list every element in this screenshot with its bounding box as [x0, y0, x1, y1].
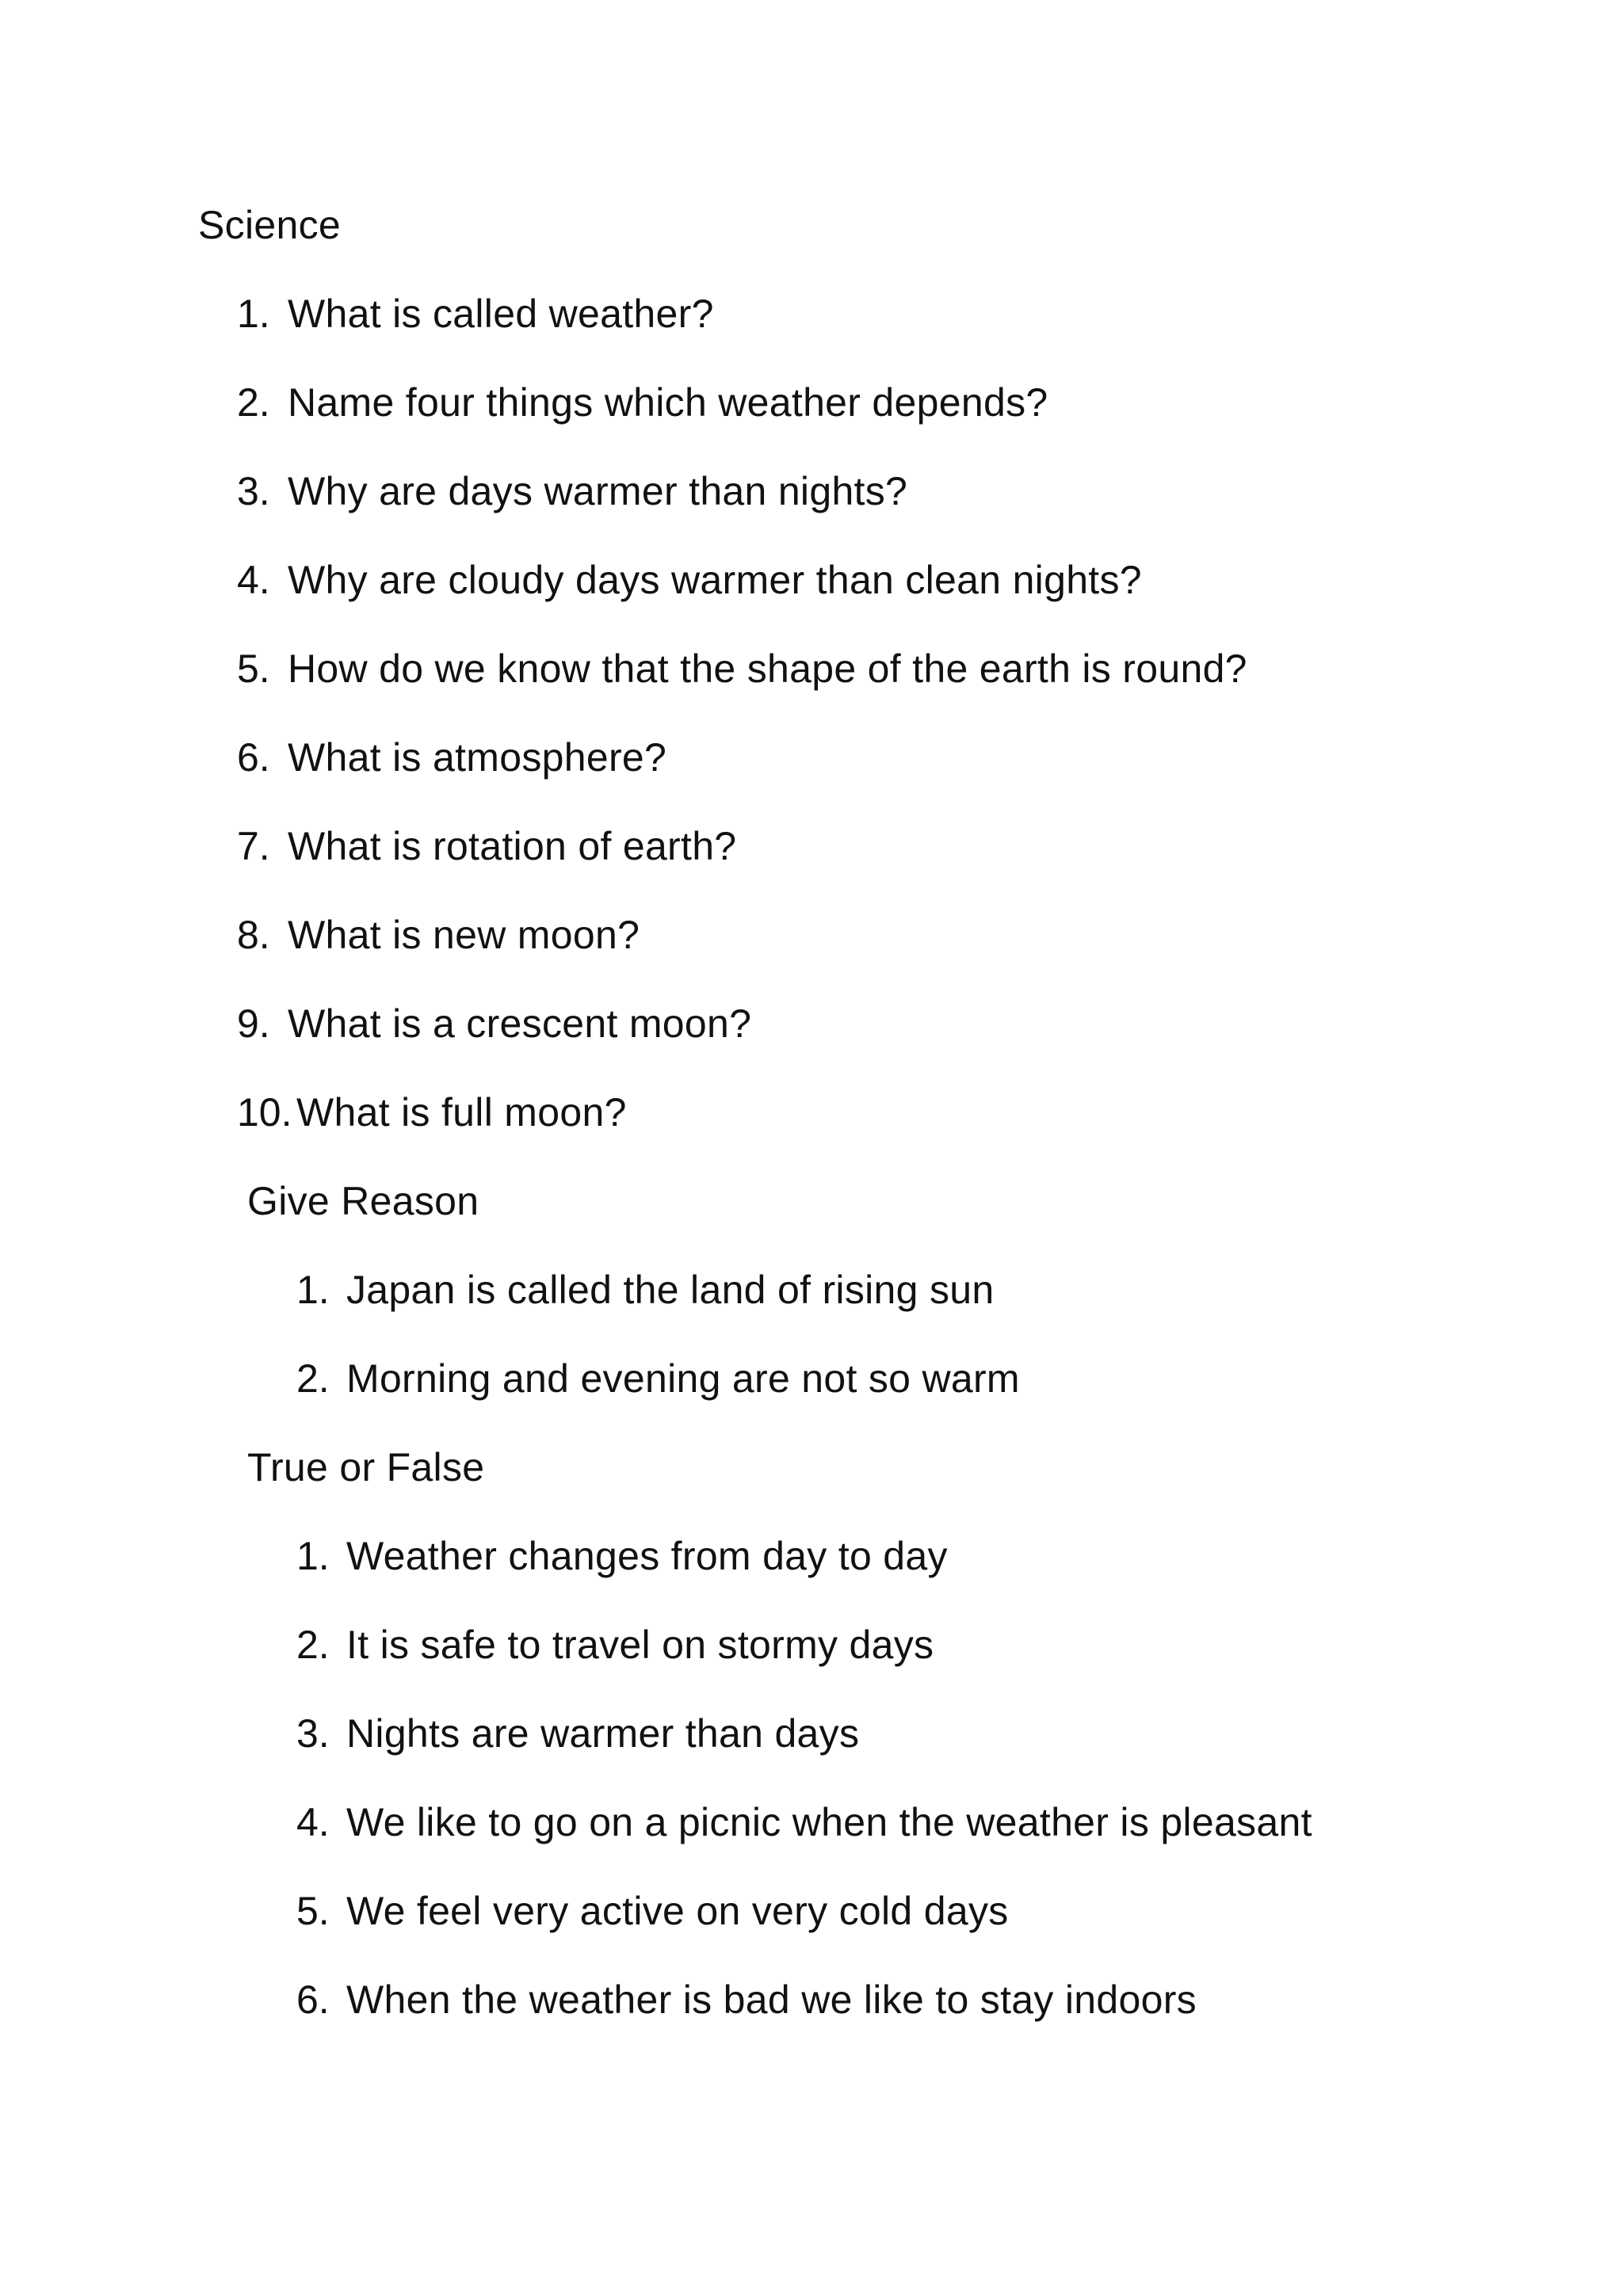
question-text: What is called weather?: [288, 292, 714, 336]
question-number: 8.: [237, 913, 270, 957]
statement-number: 5.: [296, 1889, 330, 1933]
statement-number: 4.: [296, 1800, 330, 1844]
question-number: 7.: [237, 824, 270, 868]
statement-number: 2.: [296, 1623, 330, 1667]
question-text: What is new moon?: [288, 913, 640, 957]
question-number: 3.: [237, 469, 270, 513]
section-heading-give-reason: Give Reason: [247, 1179, 479, 1223]
question-number: 1.: [237, 292, 270, 336]
statement-number: 3.: [296, 1711, 330, 1756]
question-text: What is a crescent moon?: [288, 1001, 752, 1046]
question-text: What is rotation of earth?: [288, 824, 737, 868]
section-heading-true-false: True or False: [247, 1445, 485, 1489]
reason-number: 1.: [296, 1268, 330, 1312]
question-text: What is full moon?: [296, 1090, 627, 1135]
statement-number: 1.: [296, 1534, 330, 1578]
statement-text: It is safe to travel on stormy days: [346, 1623, 934, 1667]
statement-text: Nights are warmer than days: [346, 1711, 860, 1756]
question-number: 4.: [237, 558, 270, 602]
statement-number: 6.: [296, 1978, 330, 2022]
statement-text: We feel very active on very cold days: [346, 1889, 1009, 1933]
reason-number: 2.: [296, 1356, 330, 1401]
question-text: What is atmosphere?: [288, 735, 667, 780]
question-text: How do we know that the shape of the earth is round?: [288, 646, 1247, 691]
statement-text: Weather changes from day to day: [346, 1534, 948, 1578]
question-text: Why are days warmer than nights?: [288, 469, 908, 513]
question-number: 2.: [237, 380, 270, 425]
question-number: 9.: [237, 1001, 270, 1046]
statement-text: We like to go on a picnic when the weather is pleasant: [346, 1800, 1312, 1844]
question-number: 10.: [237, 1090, 292, 1135]
reason-text: Japan is called the land of rising sun: [346, 1268, 995, 1312]
question-number: 5.: [237, 646, 270, 691]
question-text: Why are cloudy days warmer than clean nights?: [288, 558, 1142, 602]
reason-text: Morning and evening are not so warm: [346, 1356, 1020, 1401]
question-text: Name four things which weather depends?: [288, 380, 1048, 425]
statement-text: When the weather is bad we like to stay indoors: [346, 1978, 1197, 2022]
question-number: 6.: [237, 735, 270, 780]
page-title: Science: [198, 203, 341, 247]
